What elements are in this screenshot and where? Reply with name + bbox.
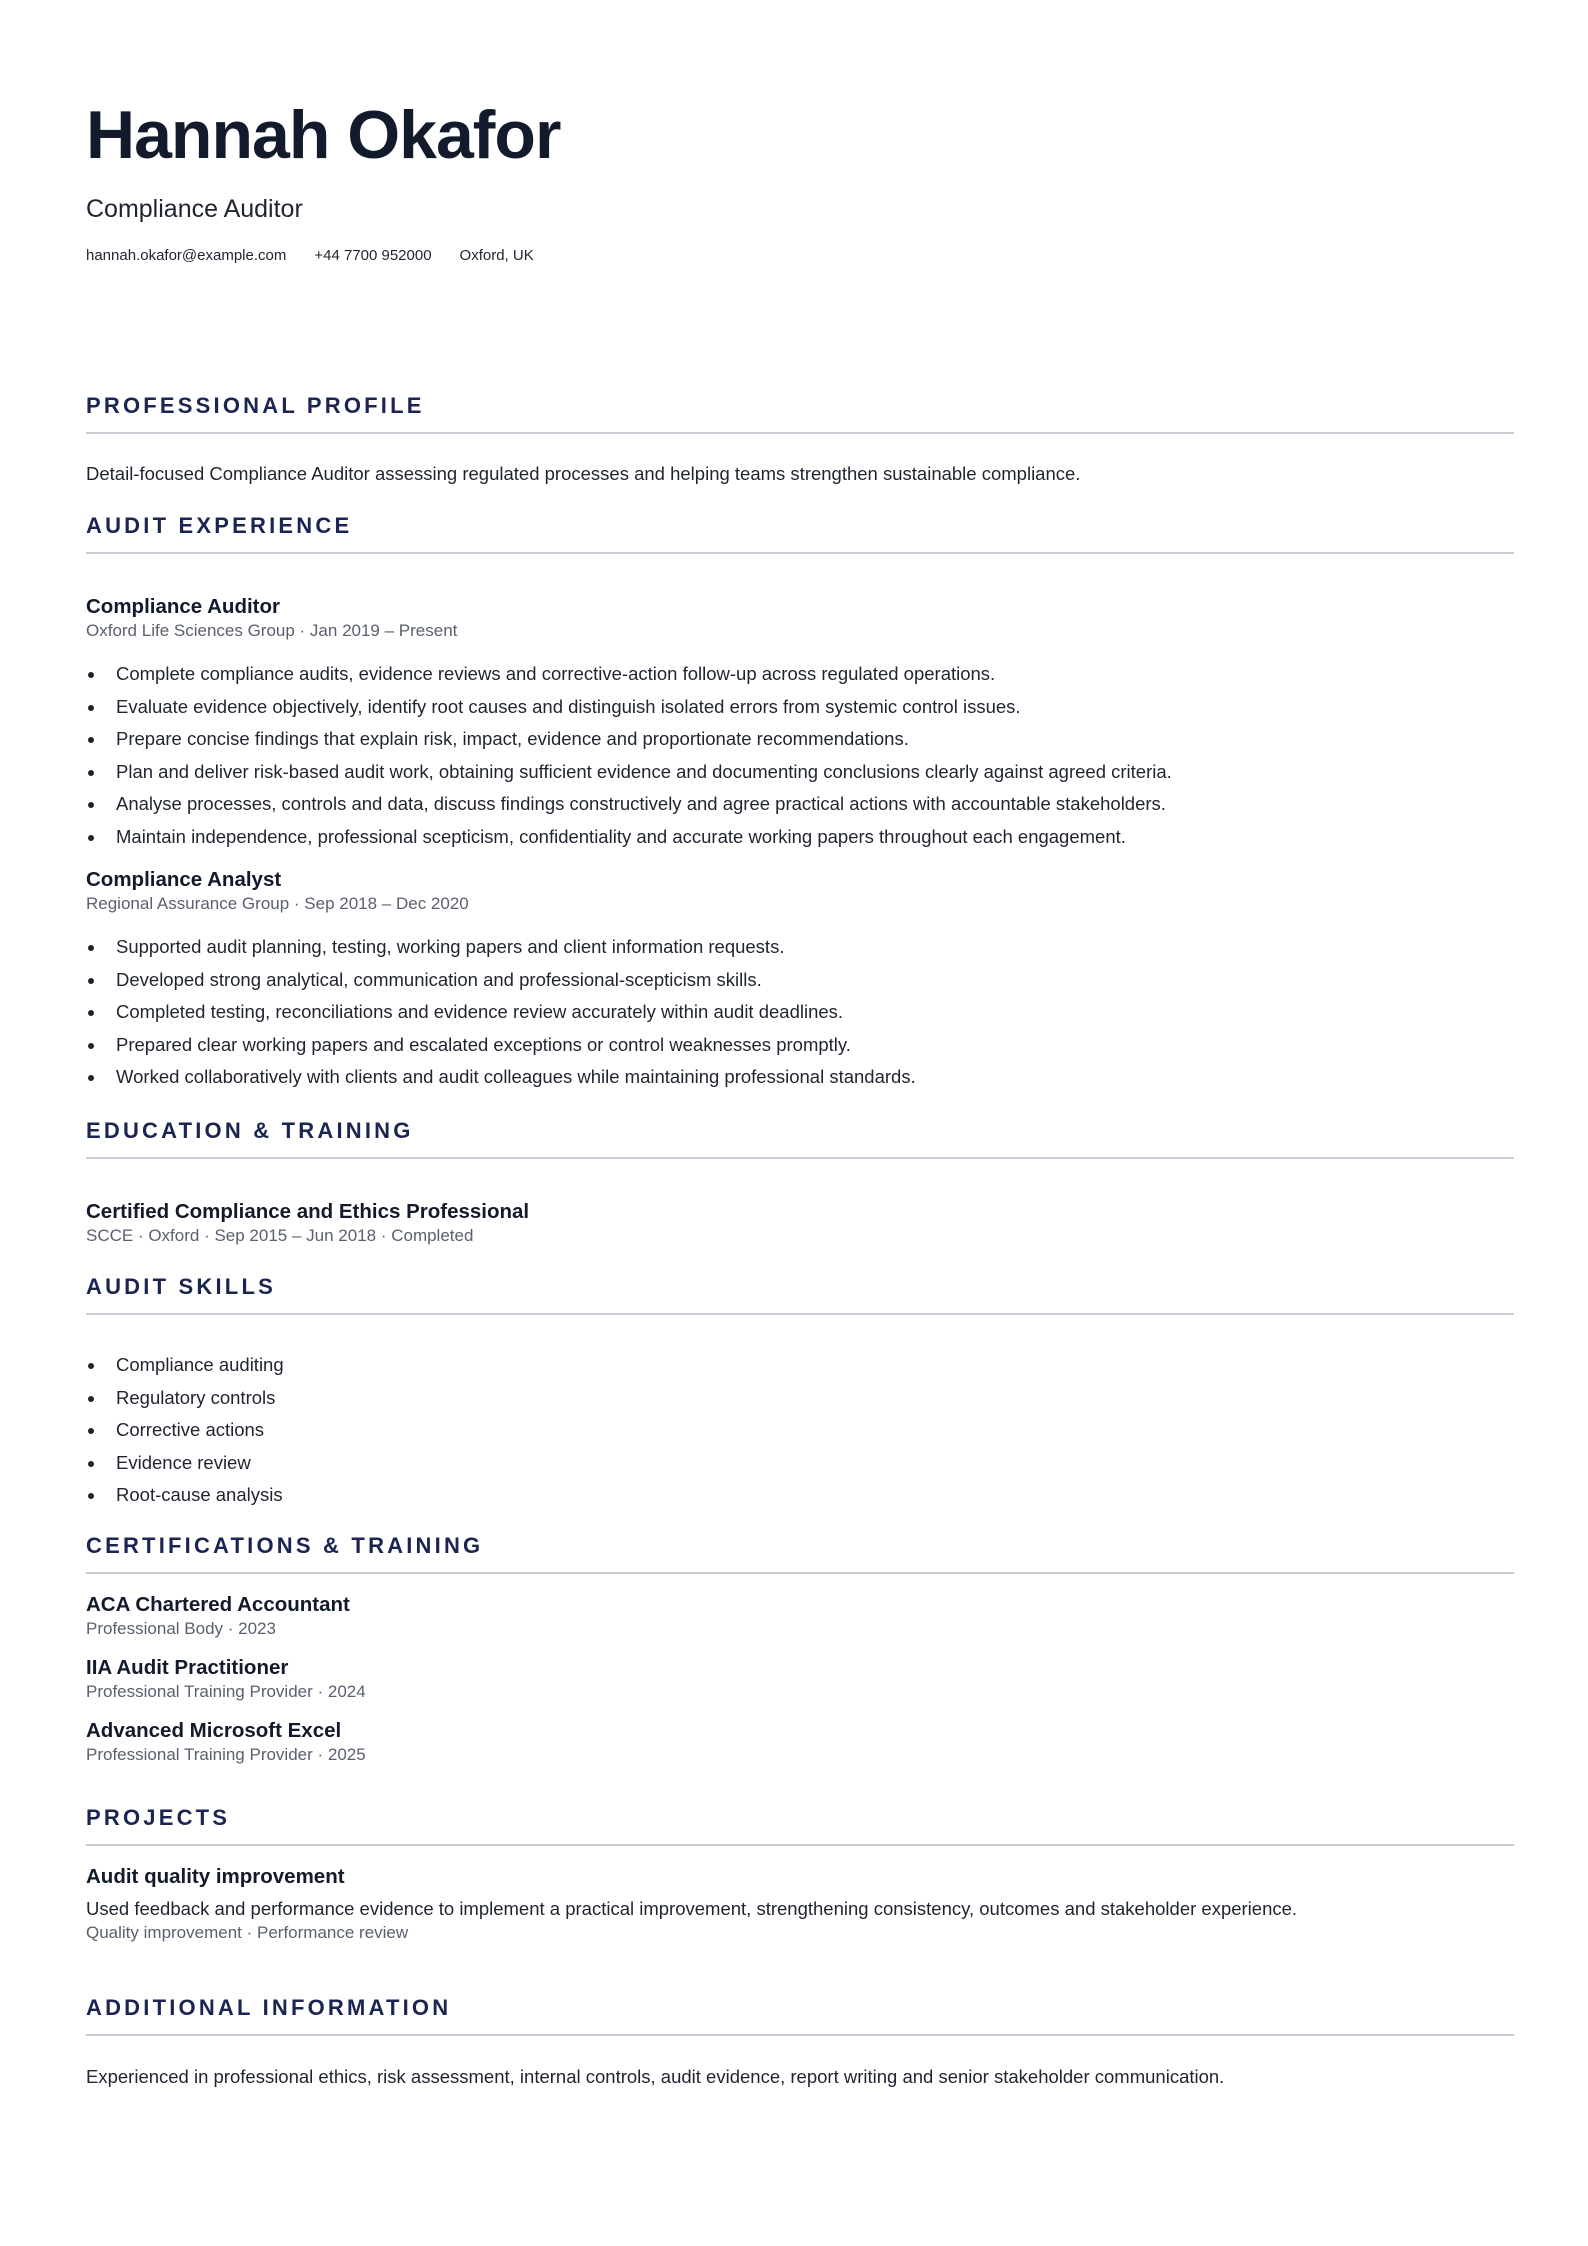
project-description: Used feedback and performance evidence to implement a practical improvement, strengthening consistency, outcomes and stakeholder experience. xyxy=(86,1898,1298,1919)
certification-entry xyxy=(86,1718,1514,1766)
section-heading: PROFESSIONAL PROFILE xyxy=(86,392,1514,434)
job-entry xyxy=(86,867,1514,1094)
list-item: Compliance auditing xyxy=(86,1349,1514,1382)
contact-phone[interactable]: +44 7700 952000 xyxy=(314,247,432,264)
list-item: Plan and deliver risk-based audit work, obtaining sufficient evidence and documenting conclusions clearly against agreed criteria. xyxy=(86,756,1514,789)
section-heading: PROJECTS xyxy=(86,1804,1514,1846)
section-projects xyxy=(86,1804,1514,1944)
contact-line xyxy=(86,246,1502,266)
job-title: Compliance Analyst xyxy=(86,868,282,891)
section-heading: EDUCATION & TRAINING xyxy=(86,1117,1514,1159)
certification-entry xyxy=(86,1592,1514,1640)
resume-header xyxy=(86,92,1502,266)
job-bullets xyxy=(86,931,1514,1094)
project-entry xyxy=(86,1864,1514,1944)
list-item: Prepared clear working papers and escalated exceptions or control weaknesses promptly. xyxy=(86,1029,1514,1062)
section-experience xyxy=(86,512,1514,1094)
section-heading: CERTIFICATIONS & TRAINING xyxy=(86,1532,1514,1574)
certification-title: IIA Audit Practitioner xyxy=(86,1656,289,1679)
project-title: Audit quality improvement xyxy=(86,1865,345,1888)
candidate-name: Hannah Okafor xyxy=(86,97,561,173)
education-title: Certified Compliance and Ethics Professional xyxy=(86,1200,530,1223)
education-meta: SCCE · Oxford · Sep 2015 – Jun 2018 · Completed xyxy=(86,1226,474,1245)
list-item: Supported audit planning, testing, working papers and client information requests. xyxy=(86,931,1514,964)
skills-list xyxy=(86,1349,1514,1512)
certification-meta: Professional Body · 2023 xyxy=(86,1619,276,1638)
education-entry xyxy=(86,1199,1514,1247)
list-item: Maintain independence, professional scepticism, confidentiality and accurate working papers throughout each engagement. xyxy=(86,821,1514,854)
section-skills xyxy=(86,1273,1514,1512)
list-item: Developed strong analytical, communication and professional-scepticism skills. xyxy=(86,964,1514,997)
certification-title: Advanced Microsoft Excel xyxy=(86,1719,342,1742)
job-meta: Regional Assurance Group · Sep 2018 – Dec 2020 xyxy=(86,894,469,913)
section-certifications xyxy=(86,1532,1514,1766)
additional-text: Experienced in professional ethics, risk assessment, internal controls, audit evidence, report writing and senior stakeholder communication. xyxy=(86,2066,1225,2087)
section-additional xyxy=(86,1994,1514,2090)
section-education xyxy=(86,1117,1514,1247)
certification-title: ACA Chartered Accountant xyxy=(86,1593,350,1616)
candidate-title: Compliance Auditor xyxy=(86,195,303,223)
certification-meta: Professional Training Provider · 2024 xyxy=(86,1682,366,1701)
list-item: Evaluate evidence objectively, identify root causes and distinguish isolated errors from systemic control issues. xyxy=(86,691,1514,724)
contact-email[interactable]: hannah.okafor@example.com xyxy=(86,247,287,264)
list-item: Regulatory controls xyxy=(86,1382,1514,1415)
list-item: Prepare concise findings that explain risk, impact, evidence and proportionate recommendations. xyxy=(86,723,1514,756)
section-heading: ADDITIONAL INFORMATION xyxy=(86,1994,1514,2036)
section-heading: AUDIT EXPERIENCE xyxy=(86,512,1514,554)
list-item: Completed testing, reconciliations and evidence review accurately within audit deadlines. xyxy=(86,996,1514,1029)
section-profile xyxy=(86,392,1514,487)
certification-entry xyxy=(86,1655,1514,1703)
project-tags: Quality improvement · Performance review xyxy=(86,1923,409,1942)
job-meta: Oxford Life Sciences Group · Jan 2019 – Present xyxy=(86,621,458,640)
job-entry xyxy=(86,594,1514,853)
job-bullets xyxy=(86,658,1514,853)
certification-meta: Professional Training Provider · 2025 xyxy=(86,1745,366,1764)
list-item: Root-cause analysis xyxy=(86,1479,1514,1512)
job-title: Compliance Auditor xyxy=(86,595,280,618)
contact-location: Oxford, UK xyxy=(459,247,534,264)
list-item: Analyse processes, controls and data, discuss findings constructively and agree practical actions with accountable stakeholders. xyxy=(86,788,1514,821)
profile-text: Detail-focused Compliance Auditor assessing regulated processes and helping teams strengthen sustainable compliance. xyxy=(86,463,1081,484)
list-item: Evidence review xyxy=(86,1447,1514,1480)
list-item: Corrective actions xyxy=(86,1414,1514,1447)
list-item: Complete compliance audits, evidence reviews and corrective-action follow-up across regulated operations. xyxy=(86,658,1514,691)
section-heading: AUDIT SKILLS xyxy=(86,1273,1514,1315)
list-item: Worked collaboratively with clients and audit colleagues while maintaining professional standards. xyxy=(86,1061,1514,1094)
